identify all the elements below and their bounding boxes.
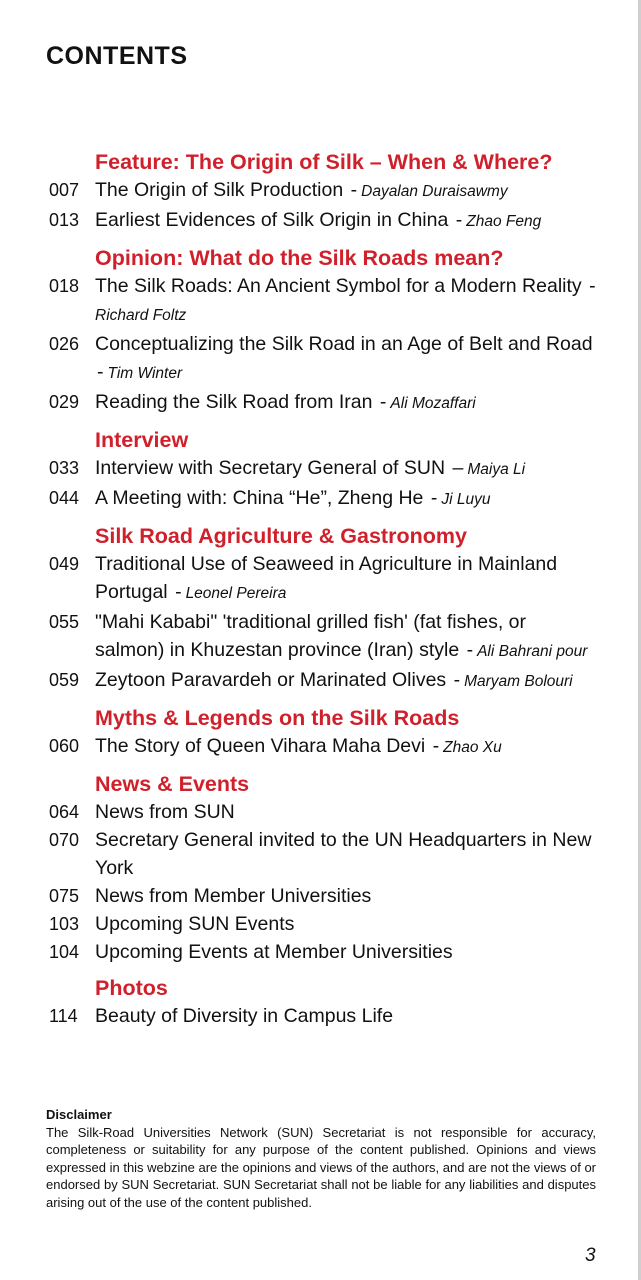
entry-separator: - bbox=[350, 179, 358, 201]
page-ref: 070 bbox=[49, 830, 80, 850]
toc-entry[interactable] bbox=[0, 938, 641, 966]
entry-title: The Origin of Silk Production bbox=[95, 179, 344, 201]
page-ref: 013 bbox=[49, 210, 80, 230]
toc-entry[interactable] bbox=[0, 206, 641, 236]
entry-title: Reading the Silk Road from Iran bbox=[95, 391, 373, 413]
entry-text bbox=[95, 330, 600, 388]
toc-entry[interactable] bbox=[0, 732, 641, 762]
entry-author: Richard Foltz bbox=[95, 307, 187, 324]
entry-text bbox=[95, 454, 600, 484]
section-heading[interactable]: Photos bbox=[95, 976, 168, 1000]
disclaimer-heading: Disclaimer bbox=[46, 1107, 112, 1122]
toc-section bbox=[0, 244, 641, 418]
page-ref: 018 bbox=[49, 276, 80, 296]
section-heading[interactable]: Silk Road Agriculture & Gastronomy bbox=[95, 524, 467, 548]
entry-author: Zhao Feng bbox=[466, 213, 542, 230]
entry-text bbox=[95, 910, 600, 938]
page-ref: 103 bbox=[49, 914, 80, 934]
entry-separator: - bbox=[430, 487, 438, 509]
section-heading[interactable]: Feature: The Origin of Silk – When & Where? bbox=[95, 150, 553, 174]
toc-section bbox=[0, 148, 641, 236]
page-number: 3 bbox=[585, 1245, 596, 1266]
page-title: CONTENTS bbox=[46, 42, 188, 70]
disclaimer-text: The Silk-Road Universities Network (SUN) Secretariat is not responsible for accuracy, completeness or suitability for any purpose of the content published. Opinions and views expressed in this webzine are the opinions and views of the authors, and are not the views of or endorsed by SUN Secretariat. SUN Secretariat shall not be liable for any liabilities and disputes arising out of the use of the content published. bbox=[46, 1124, 596, 1210]
toc-section bbox=[0, 426, 641, 514]
entry-separator: - bbox=[379, 391, 387, 413]
entry-separator: - bbox=[432, 735, 440, 757]
entry-text bbox=[95, 176, 600, 206]
entry-separator: - bbox=[455, 209, 463, 231]
entry-separator: - bbox=[175, 581, 182, 603]
entry-text bbox=[95, 388, 600, 418]
toc-entry[interactable] bbox=[0, 666, 641, 696]
disclaimer bbox=[46, 1106, 596, 1212]
table-of-contents bbox=[0, 148, 641, 1038]
entry-author: Tim Winter bbox=[107, 365, 183, 382]
entry-text bbox=[95, 272, 600, 330]
toc-entry[interactable] bbox=[0, 1002, 641, 1030]
entry-title: Earliest Evidences of Silk Origin in China bbox=[95, 209, 449, 231]
entry-author: Maiya Li bbox=[467, 461, 526, 478]
entry-author: Maryam Bolouri bbox=[464, 673, 573, 690]
toc-entry[interactable] bbox=[0, 330, 641, 388]
entry-title: Zeytoon Paravardeh or Marinated Olives bbox=[95, 669, 447, 691]
entry-title: A Meeting with: China “He”, Zheng He bbox=[95, 487, 424, 509]
toc-entry[interactable] bbox=[0, 798, 641, 826]
entry-text bbox=[95, 798, 600, 826]
section-heading[interactable]: Opinion: What do the Silk Roads mean? bbox=[95, 246, 504, 270]
page-ref: 026 bbox=[49, 334, 80, 354]
toc-entry[interactable] bbox=[0, 176, 641, 206]
toc-entry[interactable] bbox=[0, 484, 641, 514]
page-ref: 007 bbox=[49, 180, 80, 200]
section-heading[interactable]: News & Events bbox=[95, 772, 250, 796]
entry-separator: - bbox=[453, 669, 461, 691]
toc-entry[interactable] bbox=[0, 550, 641, 608]
toc-section bbox=[0, 522, 641, 696]
entry-author: Ali Mozaffari bbox=[390, 395, 476, 412]
entry-author: Ji Luyu bbox=[441, 491, 491, 508]
entry-text bbox=[95, 826, 600, 882]
page-ref: 044 bbox=[49, 488, 80, 508]
entry-title: Beauty of Diversity in Campus Life bbox=[95, 1005, 394, 1027]
entry-text bbox=[95, 938, 600, 966]
toc-entry[interactable] bbox=[0, 910, 641, 938]
entry-title: Interview with Secretary General of SUN bbox=[95, 457, 446, 479]
entry-author: Zhao Xu bbox=[443, 739, 502, 756]
entry-separator: - bbox=[589, 275, 596, 297]
page-ref: 049 bbox=[49, 554, 80, 574]
toc-entry[interactable] bbox=[0, 272, 641, 330]
entry-title: Upcoming SUN Events bbox=[95, 913, 295, 935]
entry-author: Ali Bahrani pour bbox=[477, 643, 588, 660]
entry-text bbox=[95, 666, 600, 696]
entry-text bbox=[95, 484, 600, 514]
entry-separator: – bbox=[452, 457, 464, 479]
entry-text bbox=[95, 1002, 600, 1030]
entry-text bbox=[95, 206, 600, 236]
section-heading[interactable]: Interview bbox=[95, 428, 189, 452]
entry-title: News from SUN bbox=[95, 801, 235, 823]
entry-text bbox=[95, 550, 600, 608]
entry-text bbox=[95, 882, 600, 910]
toc-section bbox=[0, 770, 641, 966]
toc-entry[interactable] bbox=[0, 388, 641, 418]
entry-text bbox=[95, 608, 600, 666]
page-ref: 064 bbox=[49, 802, 80, 822]
entry-separator: - bbox=[97, 361, 104, 383]
toc-entry[interactable] bbox=[0, 826, 641, 882]
entry-author: Dayalan Duraisawmy bbox=[361, 183, 508, 200]
page-ref: 075 bbox=[49, 886, 80, 906]
entry-title: Secretary General invited to the UN Headquarters in New York bbox=[95, 829, 592, 879]
entry-title: Conceptualizing the Silk Road in an Age of Belt and Road bbox=[95, 333, 593, 355]
page-ref: 033 bbox=[49, 458, 80, 478]
entry-title: News from Member Universities bbox=[95, 885, 372, 907]
entry-author: Leonel Pereira bbox=[185, 585, 287, 602]
page-ref: 055 bbox=[49, 612, 80, 632]
page-ref: 029 bbox=[49, 392, 80, 412]
entry-separator: - bbox=[466, 639, 474, 661]
entry-title: "Mahi Kababi" 'traditional grilled fish' (fat fishes, or salmon) in Khuzestan province (Iran) style bbox=[95, 611, 526, 661]
entry-title: Upcoming Events at Member Universities bbox=[95, 941, 453, 963]
toc-section bbox=[0, 704, 641, 762]
toc-entry[interactable] bbox=[0, 608, 641, 666]
entry-title: The Story of Queen Vihara Maha Devi bbox=[95, 735, 426, 757]
page-ref: 059 bbox=[49, 670, 80, 690]
toc-entry[interactable] bbox=[0, 454, 641, 484]
section-heading[interactable]: Myths & Legends on the Silk Roads bbox=[95, 706, 460, 730]
page-ref: 104 bbox=[49, 942, 80, 962]
entry-title: The Silk Roads: An Ancient Symbol for a Modern Reality bbox=[95, 275, 582, 297]
toc-entry[interactable] bbox=[0, 882, 641, 910]
toc-section bbox=[0, 974, 641, 1030]
page-ref: 114 bbox=[49, 1006, 78, 1026]
page-ref: 060 bbox=[49, 736, 80, 756]
entry-title: Traditional Use of Seaweed in Agriculture in Mainland Portugal bbox=[95, 553, 558, 603]
entry-text bbox=[95, 732, 600, 762]
